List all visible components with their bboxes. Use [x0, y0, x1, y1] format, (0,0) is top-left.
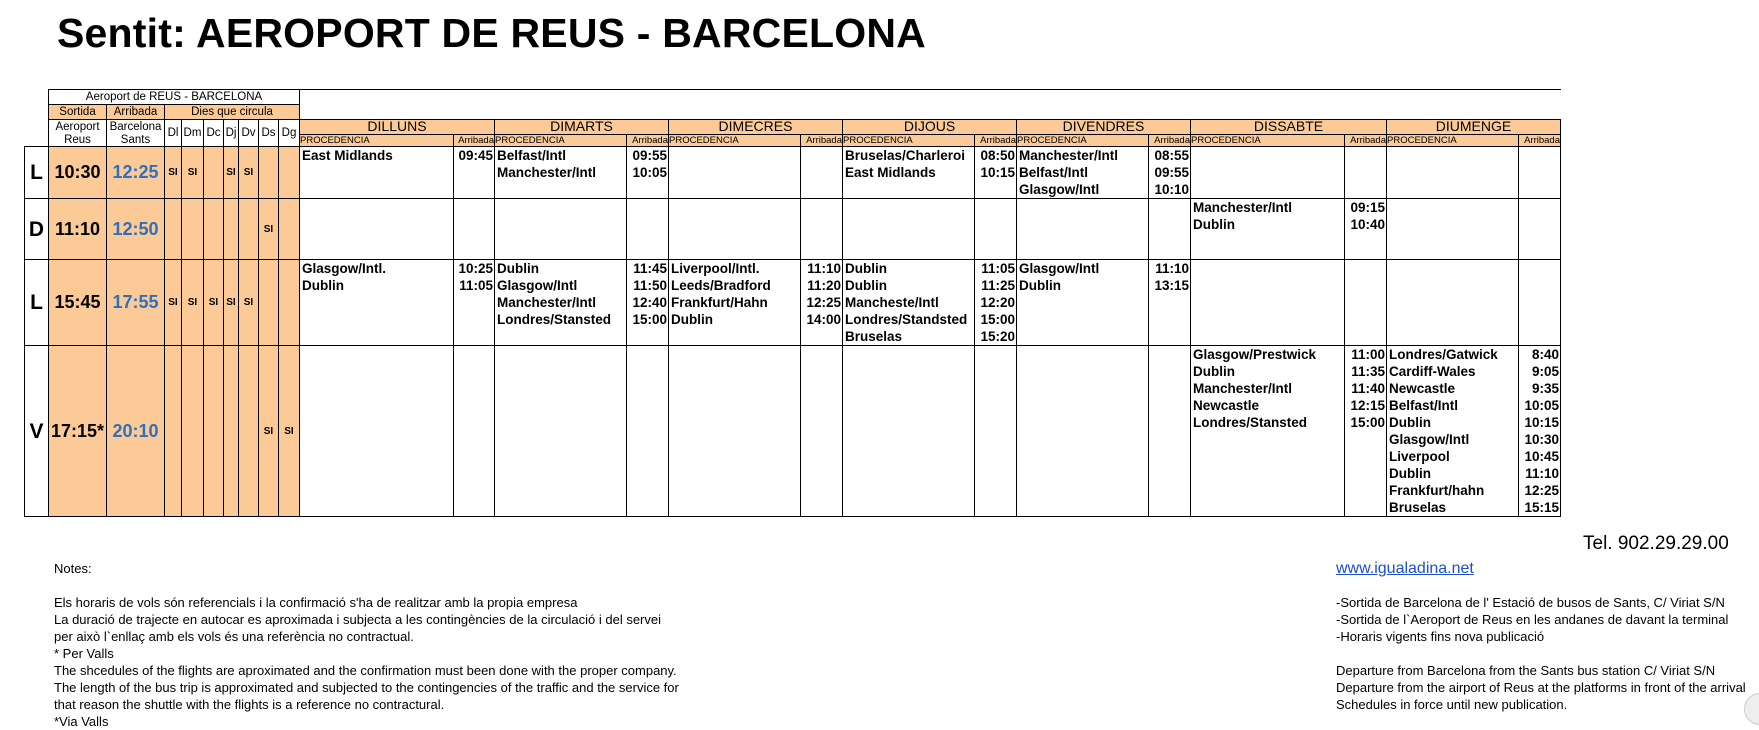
right-notes-section	[1336, 560, 1746, 713]
departure-time: 15:45	[49, 260, 107, 346]
origin-city: Manchester/Intl	[1193, 381, 1293, 396]
origin-list	[1017, 199, 1149, 260]
origin-list	[1387, 199, 1519, 260]
day-code-dc: Dc	[204, 120, 224, 147]
schedule-row	[25, 199, 1561, 260]
note-line: Els horaris de vols són referencials i la confirmació s'ha de realitzar amb la propia empresa	[54, 595, 578, 610]
arrival-list	[975, 346, 1017, 517]
arribada-small-header: Arribada	[627, 134, 669, 147]
flight-arrival-time: 15:15	[1524, 500, 1559, 515]
origin-city: Frankfurt/hahn	[1389, 483, 1485, 498]
origin-list	[300, 260, 454, 346]
origin-city: Dublin	[497, 261, 539, 276]
arrival-list	[1149, 260, 1191, 346]
flight-arrival-time: 10:45	[1524, 449, 1559, 464]
note-line: The shcedules of the flights are aproximated and the confirmation must been done with the proper company.	[54, 663, 677, 678]
day-flag: SI	[165, 147, 182, 199]
origin-city: Liverpool	[1389, 449, 1450, 464]
note-line: *Via Valls	[54, 714, 109, 729]
origin-list	[669, 346, 801, 517]
arrival-list	[1345, 346, 1387, 517]
origin-city: Dublin	[1389, 415, 1431, 430]
arrival-list	[454, 147, 495, 199]
flight-arrival-time: 11:05	[459, 278, 493, 293]
reus-label: Reus	[49, 134, 107, 147]
flight-arrival-time: 9:05	[1531, 364, 1559, 379]
origin-city: Glasgow/Intl	[1389, 432, 1470, 447]
origin-city: Bruselas	[1389, 500, 1447, 515]
right-note-line: Departure from the airport of Reus at the platforms in front of the arrival	[1336, 680, 1746, 695]
timetable	[24, 89, 1561, 517]
day-header-dijous: DIJOUS	[843, 120, 1017, 135]
origin-city: Londres/Standsted	[845, 312, 968, 327]
arrival-list	[627, 260, 669, 346]
day-flag	[204, 199, 224, 260]
departure-time: 11:10	[49, 199, 107, 260]
origin-list	[669, 147, 801, 199]
flight-arrival-time: 14:00	[806, 312, 841, 327]
flight-arrival-time: 10:05	[632, 165, 667, 180]
flight-arrival-time: 09:55	[1154, 165, 1189, 180]
flight-arrival-time: 11:35	[1351, 364, 1385, 379]
procedencia-header: PROCEDENCIA	[1017, 134, 1149, 147]
arrival-list	[1519, 260, 1561, 346]
arrival-time: 12:50	[107, 199, 165, 260]
origin-city: Londres/Gatwick	[1389, 347, 1498, 362]
flight-arrival-time: 11:10	[1525, 466, 1559, 481]
origin-city: Bruselas/Charleroi	[845, 148, 966, 163]
origin-list	[495, 147, 627, 199]
origin-list	[300, 199, 454, 260]
telephone: Tel. 902.29.29.00	[1583, 533, 1729, 554]
day-flag	[279, 147, 300, 199]
flight-arrival-time: 11:45	[633, 261, 667, 276]
flight-arrival-time: 15:00	[632, 312, 667, 327]
day-flag: SI	[259, 199, 279, 260]
origin-city: Dublin	[302, 278, 344, 293]
day-flag	[165, 346, 182, 517]
website-link[interactable]: www.igualadina.net	[1336, 560, 1474, 577]
arribada-small-header: Arribada	[801, 134, 843, 147]
origin-list	[669, 260, 801, 346]
flight-arrival-time: 12:15	[1350, 398, 1385, 413]
flight-arrival-time: 11:10	[1155, 261, 1189, 276]
departure-time: 17:15*	[49, 346, 107, 517]
origin-list	[1191, 199, 1345, 260]
right-note-line: -Sortida de l`Aeroport de Reus en les andanes de davant la terminal	[1336, 612, 1729, 627]
arrival-time: 20:10	[107, 346, 165, 517]
origin-list	[1387, 346, 1519, 517]
flight-arrival-time: 10:30	[1524, 432, 1559, 447]
departure-time: 10:30	[49, 147, 107, 199]
day-flag	[204, 346, 224, 517]
origin-city: Dublin	[845, 261, 887, 276]
note-line: * Per Valls	[54, 646, 114, 661]
origin-list	[1017, 147, 1149, 199]
arrival-list	[801, 346, 843, 517]
day-flag: SI	[239, 147, 259, 199]
service-letter: D	[25, 199, 49, 260]
note-line: The length of the bus trip is approximated and subjected to the contingencies of the traffic and the service for	[54, 680, 679, 695]
flight-arrival-time: 11:20	[807, 278, 841, 293]
flight-arrival-time: 8:40	[1531, 347, 1559, 362]
day-header-divendres: DIVENDRES	[1017, 120, 1191, 135]
origin-city: Dublin	[1019, 278, 1061, 293]
arrival-list	[1149, 346, 1191, 517]
day-code-dj: Dj	[224, 120, 239, 147]
origin-city: Dublin	[845, 278, 887, 293]
arrival-list	[1519, 147, 1561, 199]
flight-arrival-time: 08:55	[1154, 148, 1189, 163]
note-line: per això l`enllaç amb els vols és una referència no contractual.	[54, 629, 414, 644]
dies-header: Dies que circula	[165, 105, 300, 120]
origin-city: Belfast/Intl	[497, 148, 567, 163]
aeroport-label: Aeroport	[49, 120, 107, 135]
day-flag	[182, 199, 204, 260]
origin-city: Belfast/Intl	[1389, 398, 1459, 413]
origin-city: Cardiff-Wales	[1389, 364, 1476, 379]
arrival-list	[627, 147, 669, 199]
arribada-small-header: Arribada	[454, 134, 495, 147]
page-corner-icon	[1744, 693, 1759, 725]
day-flag: SI	[224, 147, 239, 199]
origin-city: Dublin	[1193, 364, 1235, 379]
day-flag: SI	[182, 260, 204, 346]
origin-list	[495, 346, 627, 517]
arrival-list	[975, 199, 1017, 260]
flight-arrival-time: 9:35	[1531, 381, 1559, 396]
origin-city: Manchester/Intl	[497, 295, 597, 310]
origin-city: Glasgow/Intl.	[302, 261, 387, 276]
service-letter: L	[25, 260, 49, 346]
flight-arrival-time: 11:25	[981, 278, 1015, 293]
origin-list	[843, 199, 975, 260]
flight-arrival-time: 09:15	[1350, 200, 1385, 215]
origin-city: East Midlands	[845, 165, 936, 180]
day-header-dissabte: DISSABTE	[1191, 120, 1387, 135]
origin-city: Glasgow/Intl	[497, 278, 578, 293]
arrival-time: 12:25	[107, 147, 165, 199]
day-flag: SI	[182, 147, 204, 199]
arrival-time: 17:55	[107, 260, 165, 346]
arrival-list	[454, 260, 495, 346]
right-note-line: Schedules in force until new publication.	[1336, 697, 1568, 712]
arrival-list	[1519, 199, 1561, 260]
day-code-ds: Ds	[259, 120, 279, 147]
origin-city: Londres/Stansted	[497, 312, 612, 327]
arrival-list	[801, 260, 843, 346]
note-line: that reason the shuttle with the flights is a reference no contractural.	[54, 697, 445, 712]
origin-city: Leeds/Bradford	[671, 278, 771, 293]
arrival-list	[1519, 346, 1561, 517]
flight-arrival-time: 13:15	[1154, 278, 1189, 293]
notes-section	[54, 560, 679, 730]
origin-city: Newcastle	[1389, 381, 1456, 396]
day-flag: SI	[259, 346, 279, 517]
origin-city: Glasgow/Intl	[1019, 261, 1100, 276]
arrival-list	[454, 199, 495, 260]
origin-list	[843, 147, 975, 199]
day-flag	[239, 199, 259, 260]
arrival-list	[801, 147, 843, 199]
procedencia-header: PROCEDENCIA	[669, 134, 801, 147]
day-flag	[259, 147, 279, 199]
flight-arrival-time: 10:25	[458, 261, 493, 276]
flight-arrival-time: 15:00	[980, 312, 1015, 327]
arrival-list	[1149, 147, 1191, 199]
right-note-line: Departure from Barcelona from the Sants bus station C/ Viriat S/N	[1336, 663, 1716, 678]
arrival-list	[1345, 147, 1387, 199]
flight-arrival-time: 10:10	[1154, 182, 1189, 197]
procedencia-header: PROCEDENCIA	[1387, 134, 1519, 147]
day-flag	[165, 199, 182, 260]
day-header-dilluns: DILLUNS	[300, 120, 495, 135]
barcelona-label: Barcelona	[107, 120, 165, 135]
arribada-small-header: Arribada	[975, 134, 1017, 147]
day-flag: SI	[165, 260, 182, 346]
origin-city: Liverpool/Intl.	[671, 261, 760, 276]
right-note-line	[1336, 577, 1746, 594]
origin-city: Newcastle	[1193, 398, 1260, 413]
right-note-line: -Horaris vigents fins nova publicació	[1336, 629, 1545, 644]
arrival-list	[627, 346, 669, 517]
origin-city: Manchester/Intl	[1193, 200, 1293, 215]
day-flag	[224, 346, 239, 517]
origin-city: Manchester/Intl	[1019, 148, 1119, 163]
origin-list	[1191, 260, 1345, 346]
procedencia-header: PROCEDENCIA	[300, 134, 454, 147]
procedencia-header: PROCEDENCIA	[495, 134, 627, 147]
day-header-dimarts: DIMARTS	[495, 120, 669, 135]
origin-list	[300, 147, 454, 199]
arribada-small-header: Arribada	[1519, 134, 1561, 147]
origin-city: Bruselas	[845, 329, 903, 344]
origin-list	[1191, 147, 1345, 199]
arrival-list	[454, 346, 495, 517]
flight-arrival-time: 11:05	[981, 261, 1015, 276]
origin-city: East Midlands	[302, 148, 393, 163]
origin-city: Dublin	[671, 312, 713, 327]
note-line: Notes:	[54, 561, 92, 576]
origin-city: Londres/Stansted	[1193, 415, 1308, 430]
flight-arrival-time: 11:00	[1351, 347, 1385, 362]
flight-arrival-time: 09:55	[632, 148, 667, 163]
day-code-dv: Dv	[239, 120, 259, 147]
day-header-dimecres: DIMECRES	[669, 120, 843, 135]
flight-arrival-time: 11:10	[807, 261, 841, 276]
arrival-list	[1149, 199, 1191, 260]
flight-arrival-time: 12:25	[806, 295, 841, 310]
arrival-list	[801, 199, 843, 260]
origin-city: Frankfurt/Hahn	[671, 295, 768, 310]
arribada-header: Arribada	[107, 105, 165, 120]
origin-list	[495, 260, 627, 346]
day-flag: SI	[204, 260, 224, 346]
flight-arrival-time: 09:45	[458, 148, 493, 163]
procedencia-header: PROCEDENCIA	[1191, 134, 1345, 147]
origin-city: Dublin	[1193, 217, 1235, 232]
right-note-line: -Sortida de Barcelona de l' Estació de busos de Sants, C/ Viriat S/N	[1336, 595, 1725, 610]
service-letter: L	[25, 147, 49, 199]
arrival-list	[975, 260, 1017, 346]
origin-list	[1387, 147, 1519, 199]
origin-city: Manchester/Intl	[497, 165, 597, 180]
flight-arrival-time: 15:00	[1350, 415, 1385, 430]
origin-list	[495, 199, 627, 260]
arribada-small-header: Arribada	[1149, 134, 1191, 147]
origin-list	[1017, 346, 1149, 517]
origin-list	[300, 346, 454, 517]
flight-arrival-time: 10:05	[1524, 398, 1559, 413]
right-note-line	[1336, 645, 1746, 662]
day-flag: SI	[279, 346, 300, 517]
day-flag: SI	[239, 260, 259, 346]
note-line: La duració de trajecte en autocar es aproximada i subjecta a les contingències de la circulació i del servei	[54, 612, 662, 627]
origin-list	[669, 199, 801, 260]
arrival-list	[1345, 199, 1387, 260]
flight-arrival-time: 12:40	[632, 295, 667, 310]
flight-arrival-time: 12:20	[980, 295, 1015, 310]
day-flag	[279, 199, 300, 260]
arrival-list	[975, 147, 1017, 199]
origin-list	[843, 346, 975, 517]
origin-city: Belfast/Intl	[1019, 165, 1089, 180]
schedule-row	[25, 346, 1561, 517]
origin-city: Mancheste/Intl	[845, 295, 939, 310]
schedule-row	[25, 147, 1561, 199]
day-code-dl: Dl	[165, 120, 182, 147]
day-flag	[204, 147, 224, 199]
origin-list	[1191, 346, 1345, 517]
day-header-diumenge: DIUMENGE	[1387, 120, 1561, 135]
day-flag: SI	[224, 260, 239, 346]
sants-label: Sants	[107, 134, 165, 147]
flight-arrival-time: 11:40	[1351, 381, 1385, 396]
day-flag	[182, 346, 204, 517]
service-letter: V	[25, 346, 49, 517]
sortida-header: Sortida	[49, 105, 107, 120]
origin-list	[1017, 260, 1149, 346]
flight-arrival-time: 10:40	[1350, 217, 1385, 232]
route-header: Aeroport de REUS - BARCELONA	[49, 90, 300, 105]
flight-arrival-time: 12:25	[1524, 483, 1559, 498]
page-title: Sentit: AEROPORT DE REUS - BARCELONA	[57, 10, 926, 56]
day-flag	[279, 260, 300, 346]
day-code-dg: Dg	[279, 120, 300, 147]
day-code-dm: Dm	[182, 120, 204, 147]
flight-arrival-time: 15:20	[980, 329, 1015, 344]
day-flag	[224, 199, 239, 260]
origin-list	[843, 260, 975, 346]
arrival-list	[1345, 260, 1387, 346]
day-flag	[239, 346, 259, 517]
flight-arrival-time: 10:15	[1524, 415, 1559, 430]
procedencia-header: PROCEDENCIA	[843, 134, 975, 147]
flight-arrival-time: 10:15	[980, 165, 1015, 180]
flight-arrival-time: 08:50	[980, 148, 1015, 163]
arrival-list	[627, 199, 669, 260]
flight-arrival-time: 11:50	[633, 278, 667, 293]
note-line	[54, 577, 679, 594]
day-flag	[259, 260, 279, 346]
origin-city: Dublin	[1389, 466, 1431, 481]
origin-list	[1387, 260, 1519, 346]
origin-city: Glasgow/Prestwick	[1193, 347, 1317, 362]
origin-city: Glasgow/Intl	[1019, 182, 1100, 197]
arribada-small-header: Arribada	[1345, 134, 1387, 147]
schedule-row	[25, 260, 1561, 346]
